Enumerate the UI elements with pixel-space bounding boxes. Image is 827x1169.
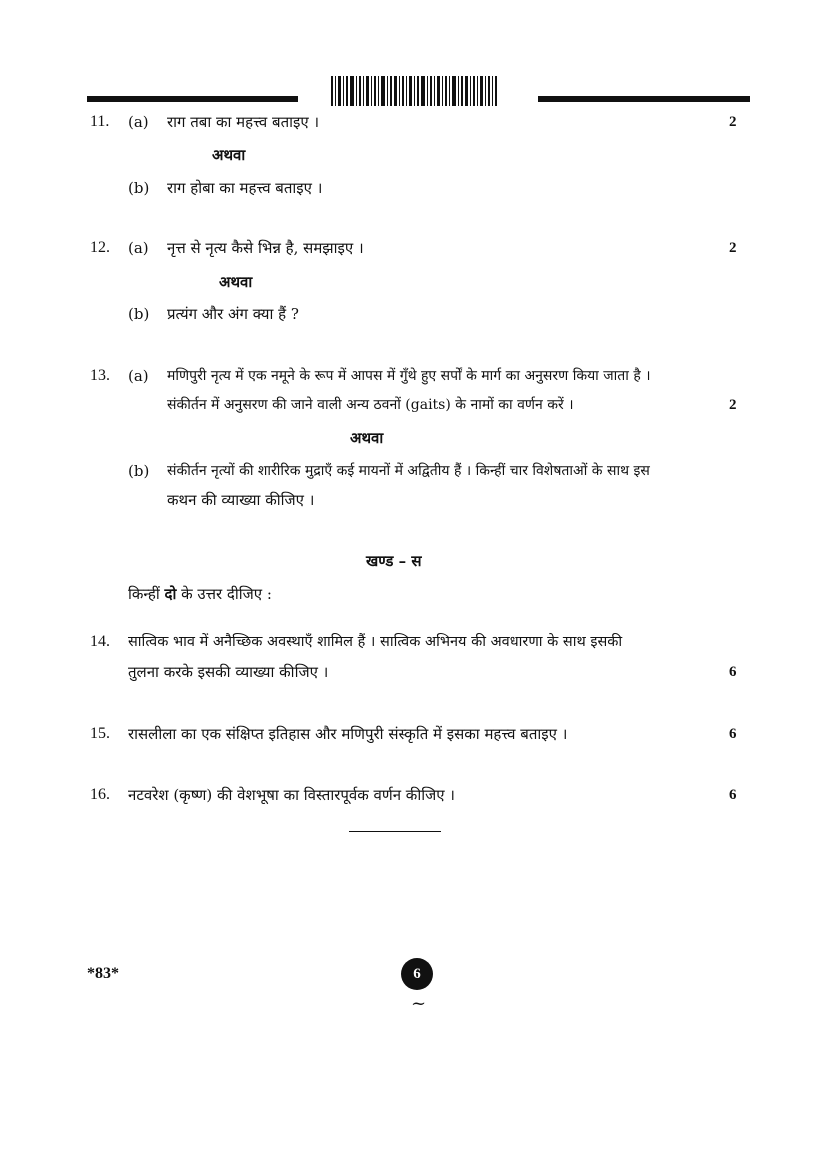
- question-text: राग तबा का महत्त्व बताइए ।: [167, 113, 320, 131]
- question-text: नटवरेश (कृष्ण) की वेशभूषा का विस्तारपूर्वक वर्णन कीजिए ।: [128, 786, 455, 804]
- header-rule-right: [538, 96, 750, 102]
- question-marks: 2: [729, 397, 737, 413]
- question-text: प्रत्यंग और अंग क्या हैं ?: [167, 305, 299, 323]
- or-label: अथवा: [350, 429, 384, 447]
- question-text: संकीर्तन नृत्यों की शारीरिक मुद्राएँ कई मायनों में अद्वितीय हैं । किन्हीं चार विशेषताओं के साथ इस: [167, 463, 650, 479]
- question-text: नृत्त से नृत्य कैसे भिन्न है, समझाइए ।: [167, 239, 364, 257]
- question-text: संकीर्तन में अनुसरण की जाने वाली अन्य ठवनों (gaits) के नामों का वर्णन करें ।: [167, 397, 574, 413]
- question-text: रासलीला का एक संक्षिप्त इतिहास और मणिपुरी संस्कृति में इसका महत्त्व बताइए ।: [128, 725, 568, 743]
- instruction-bold: दो: [164, 585, 177, 603]
- question-marks: 6: [729, 664, 737, 680]
- question-marks: 6: [729, 726, 737, 742]
- option-label: (b): [128, 179, 150, 197]
- or-label: अथवा: [219, 273, 253, 291]
- section-instruction: [128, 584, 272, 604]
- page-number: 6: [401, 958, 433, 990]
- question-number: 14.: [90, 633, 110, 650]
- question-text: तुलना करके इसकी व्याख्या कीजिए ।: [128, 663, 329, 681]
- question-text: मणिपुरी नृत्य में एक नमूने के रूप में आपस में गुँथे हुए सर्पों के मार्ग का अनुसरण किया जाता है ।: [167, 368, 651, 384]
- question-number: 12.: [90, 239, 110, 256]
- option-label: (a): [128, 367, 149, 385]
- option-label: (a): [128, 113, 149, 131]
- option-label: (b): [128, 462, 150, 480]
- footer-code: *83*: [87, 965, 119, 982]
- question-number: 15.: [90, 725, 110, 742]
- barcode-icon: [331, 76, 497, 106]
- question-text: सात्विक भाव में अनैच्छिक अवस्थाएँ शामिल हैं । सात्विक अभिनय की अवधारणा के साथ इसकी: [128, 634, 623, 650]
- question-number: 16.: [90, 786, 110, 803]
- header-rule-left: [87, 96, 298, 102]
- question-text: राग होबा का महत्त्व बताइए ।: [167, 179, 323, 197]
- footer-tilde: ~: [411, 993, 427, 1014]
- instruction-post: के उत्तर दीजिए :: [176, 585, 272, 603]
- end-rule: [349, 831, 441, 832]
- option-label: (b): [128, 305, 150, 323]
- question-marks: 6: [729, 787, 737, 803]
- question-marks: 2: [729, 114, 737, 130]
- section-title: खण्ड – स: [366, 552, 422, 570]
- or-label: अथवा: [212, 146, 246, 164]
- question-marks: 2: [729, 240, 737, 256]
- instruction-pre: किन्हीं: [128, 585, 165, 603]
- question-number: 13.: [90, 367, 110, 384]
- question-number: 11.: [90, 113, 110, 130]
- option-label: (a): [128, 239, 149, 257]
- question-text: कथन की व्याख्या कीजिए ।: [167, 491, 315, 509]
